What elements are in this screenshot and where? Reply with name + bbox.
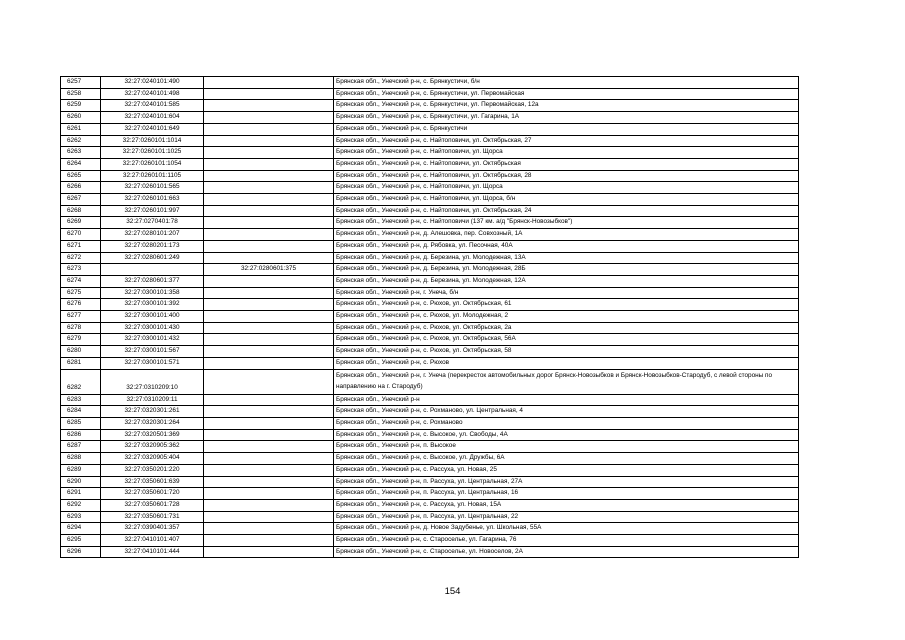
cadastral-number-cell: 32:27:0300101:358 bbox=[101, 287, 204, 299]
address-cell: Брянская обл., Унечский р-н, с. Найтоповичи, ул. Октябрьская, 24 bbox=[334, 205, 799, 217]
address-cell: Брянская обл., Унечский р-н, д. Березина, ул. Молодежная, 28Б bbox=[334, 264, 799, 276]
row-number-cell: 6294 bbox=[61, 523, 101, 535]
address-cell: Брянская обл., Унечский р-н, с. Брянкустичи, ул. Гагарина, 1А bbox=[334, 112, 799, 124]
second-cadastral-number-cell bbox=[204, 240, 334, 252]
second-cadastral-number-cell bbox=[204, 357, 334, 369]
table-row bbox=[61, 535, 799, 547]
table-row bbox=[61, 488, 799, 500]
second-cadastral-number-cell bbox=[204, 535, 334, 547]
second-cadastral-number-cell bbox=[204, 441, 334, 453]
page-number: 154 bbox=[444, 586, 461, 597]
table-row bbox=[61, 546, 799, 558]
row-number-cell: 6267 bbox=[61, 194, 101, 206]
row-number-cell: 6282 bbox=[61, 369, 101, 394]
row-number-cell: 6272 bbox=[61, 252, 101, 264]
row-number-cell: 6283 bbox=[61, 394, 101, 406]
cadastral-number-cell: 32:27:0350601:720 bbox=[101, 488, 204, 500]
second-cadastral-number-cell bbox=[204, 147, 334, 159]
table-row bbox=[61, 229, 799, 241]
second-cadastral-number-cell bbox=[204, 464, 334, 476]
second-cadastral-number-cell bbox=[204, 429, 334, 441]
table-row bbox=[61, 406, 799, 418]
address-cell: Брянская обл., Унечский р-н, с. Рохманово bbox=[334, 417, 799, 429]
address-cell: Брянская обл., Унечский р-н bbox=[334, 394, 799, 406]
table-row bbox=[61, 135, 799, 147]
table-row bbox=[61, 511, 799, 523]
address-cell: Брянская обл., Унечский р-н, д. Алешовка, пер. Совхозный, 1А bbox=[334, 229, 799, 241]
table-row bbox=[61, 357, 799, 369]
row-number-cell: 6264 bbox=[61, 158, 101, 170]
row-number-cell: 6276 bbox=[61, 299, 101, 311]
second-cadastral-number-cell bbox=[204, 252, 334, 264]
second-cadastral-number-cell bbox=[204, 77, 334, 89]
cadastral-number-cell: 32:27:0300101:571 bbox=[101, 357, 204, 369]
cadastral-number-cell: 32:27:0320301:264 bbox=[101, 417, 204, 429]
table-row bbox=[61, 453, 799, 465]
parcel-table bbox=[60, 76, 799, 558]
cadastral-number-cell: 32:27:0350601:728 bbox=[101, 499, 204, 511]
row-number-cell: 6262 bbox=[61, 135, 101, 147]
address-cell: Брянская обл., Унечский р-н, с. Брянкустичи, ул. Первомайская bbox=[334, 88, 799, 100]
table-row bbox=[61, 334, 799, 346]
cadastral-number-cell: 32:27:0350601:639 bbox=[101, 476, 204, 488]
cadastral-number-cell: 32:27:0260101:1025 bbox=[101, 147, 204, 159]
second-cadastral-number-cell bbox=[204, 217, 334, 229]
second-cadastral-number-cell bbox=[204, 135, 334, 147]
table-row bbox=[61, 275, 799, 287]
table-row bbox=[61, 499, 799, 511]
row-number-cell: 6275 bbox=[61, 287, 101, 299]
row-number-cell: 6291 bbox=[61, 488, 101, 500]
address-cell: Брянская обл., Унечский р-н, с. Рохманово, ул. Центральная, 4 bbox=[334, 406, 799, 418]
row-number-cell: 6287 bbox=[61, 441, 101, 453]
second-cadastral-number-cell bbox=[204, 182, 334, 194]
address-cell: Брянская обл., Унечский р-н, п. Рассуха, ул. Центральная, 16 bbox=[334, 488, 799, 500]
address-cell: Брянская обл., Унечский р-н, с. Рюхов, ул. Молодежная, 2 bbox=[334, 311, 799, 323]
row-number-cell: 6290 bbox=[61, 476, 101, 488]
address-cell: Брянская обл., Унечский р-н, с. Брянкустичи, ул. Первомайская, 12а bbox=[334, 100, 799, 112]
cadastral-number-cell: 32:27:0260101:663 bbox=[101, 194, 204, 206]
second-cadastral-number-cell bbox=[204, 453, 334, 465]
address-cell: Брянская обл., Унечский р-н, с. Рюхов, ул. Октябрьская, 56А bbox=[334, 334, 799, 346]
table-row bbox=[61, 88, 799, 100]
table-row bbox=[61, 441, 799, 453]
cadastral-number-cell: 32:27:0320301:261 bbox=[101, 406, 204, 418]
address-cell: Брянская обл., Унечский р-н, с. Староселье, ул. Новоселов, 2А bbox=[334, 546, 799, 558]
row-number-cell: 6274 bbox=[61, 275, 101, 287]
cadastral-number-cell: 32:27:0320501:369 bbox=[101, 429, 204, 441]
cadastral-number-cell: 32:27:0310209:10 bbox=[101, 369, 204, 394]
second-cadastral-number-cell bbox=[204, 322, 334, 334]
address-cell: Брянская обл., Унечский р-н, с. Рюхов, ул. Октябрьская, 58 bbox=[334, 346, 799, 358]
row-number-cell: 6260 bbox=[61, 112, 101, 124]
address-cell: Брянская обл., Унечский р-н, п. Высокое bbox=[334, 441, 799, 453]
table-row bbox=[61, 299, 799, 311]
table-row bbox=[61, 240, 799, 252]
cadastral-number-cell: 32:27:0260101:997 bbox=[101, 205, 204, 217]
address-cell: Брянская обл., Унечский р-н, г. Унеча, б/н bbox=[334, 287, 799, 299]
table-row bbox=[61, 346, 799, 358]
row-number-cell: 6258 bbox=[61, 88, 101, 100]
address-cell: Брянская обл., Унечский р-н, с. Найтоповичи, ул. Октябрьская, 27 bbox=[334, 135, 799, 147]
second-cadastral-number-cell bbox=[204, 299, 334, 311]
table-row bbox=[61, 182, 799, 194]
table-row bbox=[61, 205, 799, 217]
table-row bbox=[61, 100, 799, 112]
row-number-cell: 6257 bbox=[61, 77, 101, 89]
address-cell: Брянская обл., Унечский р-н, с. Найтоповичи, ул. Октябрьская bbox=[334, 158, 799, 170]
address-cell: Брянская обл., Унечский р-н, с. Староселье, ул. Гагарина, 76 bbox=[334, 535, 799, 547]
row-number-cell: 6288 bbox=[61, 453, 101, 465]
second-cadastral-number-cell bbox=[204, 476, 334, 488]
cadastral-number-cell: 32:27:0260101:565 bbox=[101, 182, 204, 194]
second-cadastral-number-cell bbox=[204, 194, 334, 206]
cadastral-number-cell: 32:27:0280101:207 bbox=[101, 229, 204, 241]
table-row bbox=[61, 287, 799, 299]
row-number-cell: 6269 bbox=[61, 217, 101, 229]
table-row bbox=[61, 170, 799, 182]
address-cell: Брянская обл., Унечский р-н, п. Рассуха, ул. Центральная, 22 bbox=[334, 511, 799, 523]
row-number-cell: 6278 bbox=[61, 322, 101, 334]
cadastral-number-cell: 32:27:0240101:585 bbox=[101, 100, 204, 112]
second-cadastral-number-cell bbox=[204, 417, 334, 429]
address-cell: Брянская обл., Унечский р-н, с. Высокое, ул. Дружбы, 6А bbox=[334, 453, 799, 465]
table-row bbox=[61, 476, 799, 488]
address-cell: Брянская обл., Унечский р-н, г. Унеча (перекресток автомобильных дорог Брянск-Новозыбков и Брянск-Новозыбков-Стародуб, с левой стороны по направлению на г. Стародуб) bbox=[334, 369, 799, 394]
address-cell: Брянская обл., Унечский р-н, с. Рассуха, ул. Новая, 15А bbox=[334, 499, 799, 511]
row-number-cell: 6281 bbox=[61, 357, 101, 369]
table-row bbox=[61, 429, 799, 441]
cadastral-number-cell: 32:27:0410101:407 bbox=[101, 535, 204, 547]
row-number-cell: 6279 bbox=[61, 334, 101, 346]
row-number-cell: 6292 bbox=[61, 499, 101, 511]
cadastral-number-cell: 32:27:0310209:11 bbox=[101, 394, 204, 406]
row-number-cell: 6268 bbox=[61, 205, 101, 217]
cadastral-number-cell: 32:27:0260101:1105 bbox=[101, 170, 204, 182]
table-row bbox=[61, 264, 799, 276]
cadastral-number-cell: 32:27:0260101:1054 bbox=[101, 158, 204, 170]
cadastral-number-cell: 32:27:0350601:731 bbox=[101, 511, 204, 523]
address-cell: Брянская обл., Унечский р-н, с. Высокое, ул. Свободы, 4А bbox=[334, 429, 799, 441]
table-row bbox=[61, 464, 799, 476]
cadastral-number-cell: 32:27:0240101:604 bbox=[101, 112, 204, 124]
second-cadastral-number-cell bbox=[204, 170, 334, 182]
address-cell: Брянская обл., Унечский р-н, с. Найтоповичи, ул. Щорса bbox=[334, 147, 799, 159]
second-cadastral-number-cell bbox=[204, 311, 334, 323]
table-row bbox=[61, 158, 799, 170]
table-row bbox=[61, 217, 799, 229]
row-number-cell: 6270 bbox=[61, 229, 101, 241]
second-cadastral-number-cell bbox=[204, 158, 334, 170]
row-number-cell: 6265 bbox=[61, 170, 101, 182]
cadastral-number-cell: 32:27:0300101:430 bbox=[101, 322, 204, 334]
table-row bbox=[61, 123, 799, 135]
row-number-cell: 6277 bbox=[61, 311, 101, 323]
address-cell: Брянская обл., Унечский р-н, д. Березина, ул. Молодежная, 13А bbox=[334, 252, 799, 264]
address-cell: Брянская обл., Унечский р-н, д. Рябовка, ул. Песочная, 40А bbox=[334, 240, 799, 252]
second-cadastral-number-cell bbox=[204, 499, 334, 511]
second-cadastral-number-cell bbox=[204, 112, 334, 124]
address-cell: Брянская обл., Унечский р-н, с. Рюхов bbox=[334, 357, 799, 369]
cadastral-number-cell: 32:27:0240101:498 bbox=[101, 88, 204, 100]
address-cell: Брянская обл., Унечский р-н, с. Брянкустичи, б/н bbox=[334, 77, 799, 89]
second-cadastral-number-cell bbox=[204, 334, 334, 346]
cadastral-number-cell: 32:27:0300101:400 bbox=[101, 311, 204, 323]
row-number-cell: 6284 bbox=[61, 406, 101, 418]
second-cadastral-number-cell bbox=[204, 394, 334, 406]
table-row bbox=[61, 394, 799, 406]
second-cadastral-number-cell: 32:27:0280601:375 bbox=[204, 264, 334, 276]
address-cell: Брянская обл., Унечский р-н, п. Рассуха, ул. Центральная, 27А bbox=[334, 476, 799, 488]
cadastral-number-cell: 32:27:0410101:444 bbox=[101, 546, 204, 558]
second-cadastral-number-cell bbox=[204, 100, 334, 112]
cadastral-number-cell: 32:27:0350201:220 bbox=[101, 464, 204, 476]
cadastral-number-cell: 32:27:0240101:490 bbox=[101, 77, 204, 89]
row-number-cell: 6261 bbox=[61, 123, 101, 135]
second-cadastral-number-cell bbox=[204, 88, 334, 100]
row-number-cell: 6263 bbox=[61, 147, 101, 159]
row-number-cell: 6293 bbox=[61, 511, 101, 523]
address-cell: Брянская обл., Унечский р-н, с. Найтоповичи, ул. Щорса, б/н bbox=[334, 194, 799, 206]
table-row bbox=[61, 311, 799, 323]
address-cell: Брянская обл., Унечский р-н, с. Брянкустичи bbox=[334, 123, 799, 135]
table-row bbox=[61, 369, 799, 394]
cadastral-number-cell bbox=[101, 264, 204, 276]
table-row bbox=[61, 77, 799, 89]
second-cadastral-number-cell bbox=[204, 346, 334, 358]
cadastral-number-cell: 32:27:0270401:78 bbox=[101, 217, 204, 229]
address-cell: Брянская обл., Унечский р-н, с. Найтоповичи, ул. Октябрьская, 28 bbox=[334, 170, 799, 182]
second-cadastral-number-cell bbox=[204, 488, 334, 500]
row-number-cell: 6259 bbox=[61, 100, 101, 112]
address-cell: Брянская обл., Унечский р-н, с. Рассуха, ул. Новая, 25 bbox=[334, 464, 799, 476]
table-row bbox=[61, 147, 799, 159]
second-cadastral-number-cell bbox=[204, 229, 334, 241]
table-row bbox=[61, 322, 799, 334]
table-row bbox=[61, 417, 799, 429]
second-cadastral-number-cell bbox=[204, 546, 334, 558]
address-cell: Брянская обл., Унечский р-н, с. Найтоповичи, ул. Щорса bbox=[334, 182, 799, 194]
row-number-cell: 6271 bbox=[61, 240, 101, 252]
row-number-cell: 6286 bbox=[61, 429, 101, 441]
address-cell: Брянская обл., Унечский р-н, с. Найтоповичи (137 км. а/д "Брянск-Новозыбков") bbox=[334, 217, 799, 229]
cadastral-number-cell: 32:27:0300101:432 bbox=[101, 334, 204, 346]
table-row bbox=[61, 523, 799, 535]
row-number-cell: 6296 bbox=[61, 546, 101, 558]
second-cadastral-number-cell bbox=[204, 275, 334, 287]
row-number-cell: 6289 bbox=[61, 464, 101, 476]
address-cell: Брянская обл., Унечский р-н, с. Рюхов, ул. Октябрьская, 2а bbox=[334, 322, 799, 334]
second-cadastral-number-cell bbox=[204, 523, 334, 535]
row-number-cell: 6266 bbox=[61, 182, 101, 194]
cadastral-number-cell: 32:27:0280601:377 bbox=[101, 275, 204, 287]
row-number-cell: 6295 bbox=[61, 535, 101, 547]
second-cadastral-number-cell bbox=[204, 369, 334, 394]
cadastral-number-cell: 32:27:0390401:357 bbox=[101, 523, 204, 535]
second-cadastral-number-cell bbox=[204, 205, 334, 217]
row-number-cell: 6280 bbox=[61, 346, 101, 358]
cadastral-number-cell: 32:27:0320905:362 bbox=[101, 441, 204, 453]
second-cadastral-number-cell bbox=[204, 511, 334, 523]
cadastral-number-cell: 32:27:0300101:392 bbox=[101, 299, 204, 311]
address-cell: Брянская обл., Унечский р-н, д. Березина, ул. Молодежная, 12А bbox=[334, 275, 799, 287]
parcel-table-body bbox=[61, 77, 799, 558]
cadastral-number-cell: 32:27:0280201:173 bbox=[101, 240, 204, 252]
cadastral-number-cell: 32:27:0240101:649 bbox=[101, 123, 204, 135]
address-cell: Брянская обл., Унечский р-н, с. Рюхов, ул. Октябрьская, 61 bbox=[334, 299, 799, 311]
table-row bbox=[61, 194, 799, 206]
second-cadastral-number-cell bbox=[204, 287, 334, 299]
address-cell: Брянская обл., Унечский р-н, д. Новое Задубенье, ул. Школьная, 55А bbox=[334, 523, 799, 535]
cadastral-number-cell: 32:27:0280601:249 bbox=[101, 252, 204, 264]
table-row bbox=[61, 112, 799, 124]
row-number-cell: 6273 bbox=[61, 264, 101, 276]
cadastral-number-cell: 32:27:0260101:1014 bbox=[101, 135, 204, 147]
cadastral-number-cell: 32:27:0300101:567 bbox=[101, 346, 204, 358]
second-cadastral-number-cell bbox=[204, 123, 334, 135]
table-row bbox=[61, 252, 799, 264]
row-number-cell: 6285 bbox=[61, 417, 101, 429]
second-cadastral-number-cell bbox=[204, 406, 334, 418]
cadastral-number-cell: 32:27:0320905:404 bbox=[101, 453, 204, 465]
